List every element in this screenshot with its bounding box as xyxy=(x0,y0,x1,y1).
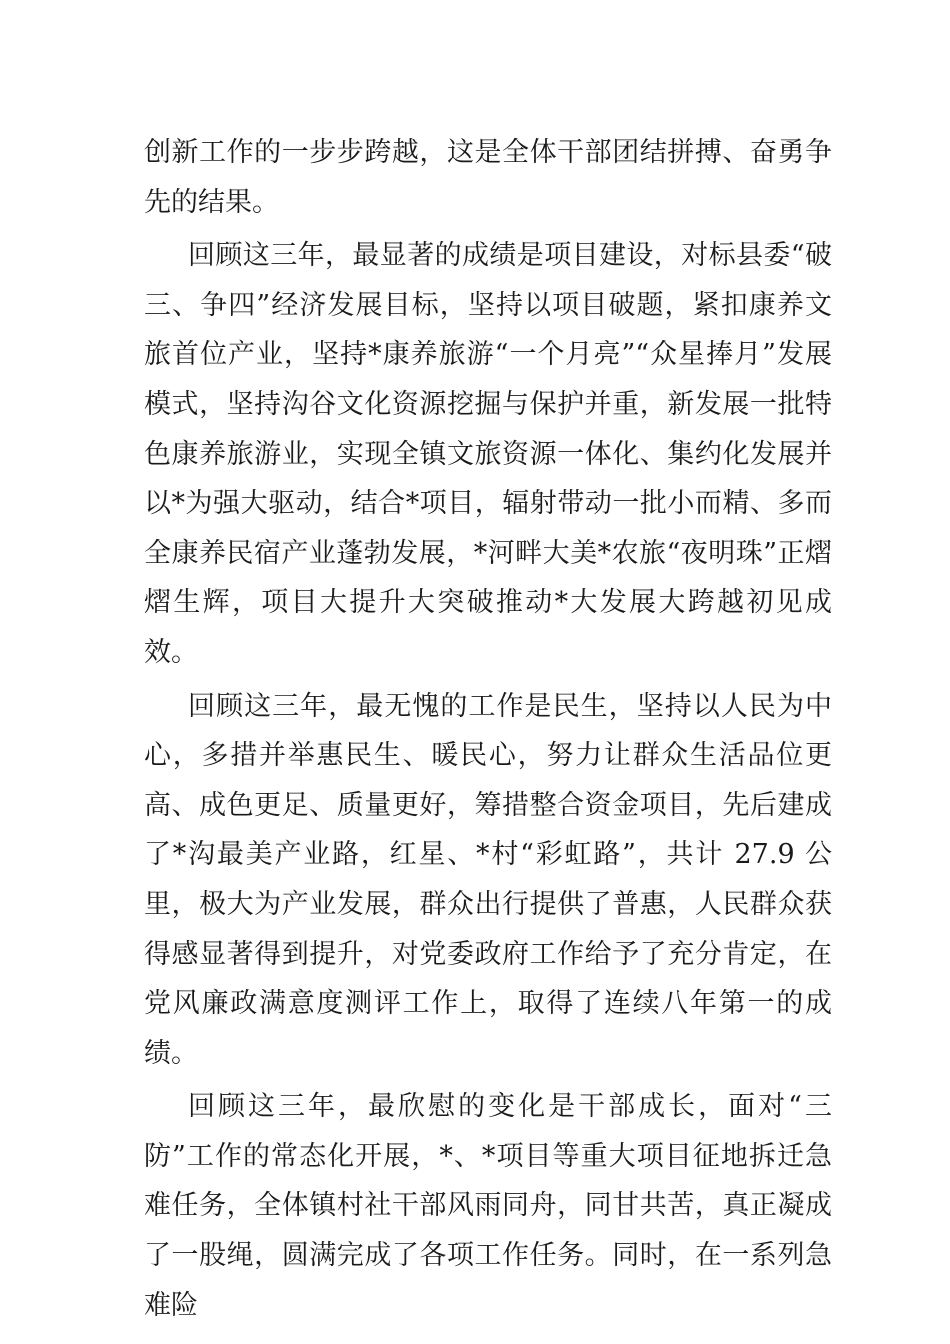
paragraph-project-construction: 回顾这三年，最显著的成绩是项目建设，对标县委“破三、争四”经济发展目标，坚持以项目破题，紧扣康养文旅首位产业，坚持*康养旅游“一个月亮”“众星捧月”发展模式，坚持沟谷文化资源挖掘与保护并重，新发展一批特色康养旅游业，实现全镇文旅资源一体化、集约化发展并以*为强大驱动，结合*项目，辐射带动一批小而精、多而全康养民宿产业蓬勃发展，*河畔大美*农旅“夜明珠”正熠熠生辉，项目大提升大突破推动*大发展大跨越初见成效。 xyxy=(144,240,832,668)
document-body xyxy=(144,128,832,1334)
paragraph-cadre-growth: 回顾这三年，最欣慰的变化是干部成长，面对“三防”工作的常态化开展，*、*项目等重大项目征地拆迁急难任务，全体镇村社干部风雨同舟，同甘共苦，真正凝成了一股绳，圆满完成了各项工作任务。同时，在一系列急难险 xyxy=(144,1091,832,1321)
paragraph-livelihood: 回顾这三年，最无愧的工作是民生，坚持以人民为中心，多措并举惠民生、暖民心，努力让群众生活品位更高、成色更足、质量更好，筹措整合资金项目，先后建成了*沟最美产业路，红星、*村“彩虹路”，共计 27.9 公里，极大为产业发展，群众出行提供了普惠，人民群众获得感显著得到提升，对党委政府工作给予了充分肯定，在党风廉政满意度测评工作上，取得了连续八年第一的成绩。 xyxy=(144,690,832,1069)
paragraph-continued: 创新工作的一步步跨越，这是全体干部团结拼搏、奋勇争先的结果。 xyxy=(144,137,832,218)
